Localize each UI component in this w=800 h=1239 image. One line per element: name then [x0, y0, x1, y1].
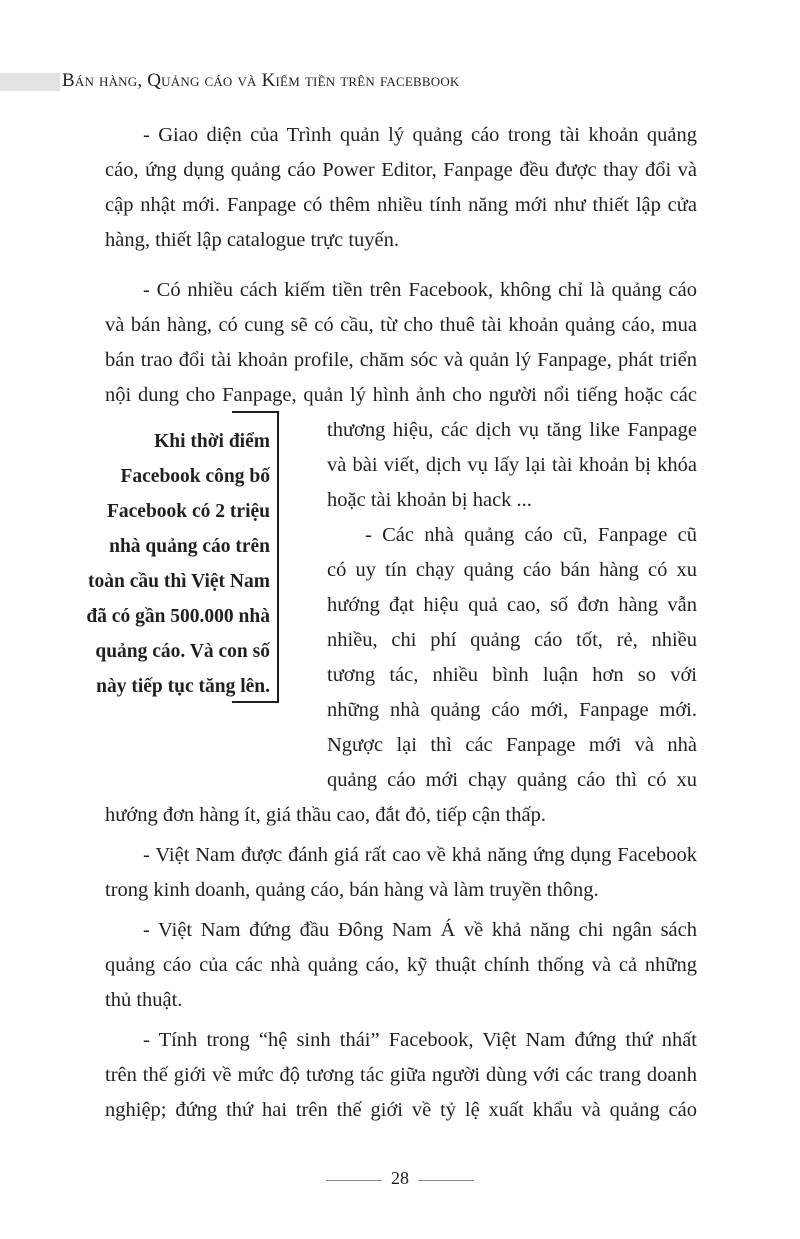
text-line: cập nhật mới. Fanpage có thêm nhiều tính năng mới như thiết lập cửa: [105, 194, 697, 216]
text-line: tương tác, nhiều bình luận hơn so với: [327, 664, 697, 686]
text-line: quảng cáo của các nhà quảng cáo, kỹ thuật chính thống và cả những: [105, 954, 697, 976]
pull-quote-line: đã có gần 500.000 nhà: [86, 606, 270, 627]
text-line: - Giao diện của Trình quản lý quảng cáo trong tài khoản quảng: [143, 124, 697, 146]
text-line: trong kinh doanh, quảng cáo, bán hàng và làm truyền thông.: [105, 879, 599, 901]
text-line: - Việt Nam được đánh giá rất cao về khả năng ứng dụng Facebook: [143, 844, 697, 866]
text-line: và bán hàng, có cung sẽ có cầu, từ cho thuê tài khoản quảng cáo, mua: [105, 314, 697, 336]
page-number: 28: [391, 1168, 409, 1188]
text-line: Ngược lại thì các Fanpage mới và nhà: [327, 734, 697, 756]
text-line: hàng, thiết lập catalogue trực tuyến.: [105, 229, 400, 251]
text-line: - Các nhà quảng cáo cũ, Fanpage cũ: [365, 524, 697, 546]
text-line: quảng cáo mới chạy quảng cáo thì có xu: [327, 769, 697, 791]
text-line: và bài viết, dịch vụ lấy lại tài khoản bị khóa: [327, 454, 697, 476]
text-line: nhiều, chi phí quảng cáo tốt, rẻ, nhiều: [327, 629, 697, 651]
text-line: - Có nhiều cách kiếm tiền trên Facebook, không chỉ là quảng cáo: [143, 279, 697, 301]
pull-quote-bracket-side: [277, 411, 279, 703]
pull-quote-line: Facebook có 2 triệu: [106, 501, 270, 522]
running-title: Bán hàng, Quảng cáo và Kiếm tiền trên facebbook: [62, 70, 460, 91]
pull-quote-line: Khi thời điểm: [154, 431, 270, 452]
text-line: - Việt Nam đứng đầu Đông Nam Á về khả năng chi ngân sách: [143, 919, 697, 941]
header-bar: [0, 73, 60, 91]
text-line: hoặc tài khoản bị hack ...: [327, 489, 532, 511]
pull-quote-line: nhà quảng cáo trên: [109, 536, 270, 557]
text-line: nội dung cho Fanpage, quản lý hình ảnh cho người nổi tiếng hoặc các: [105, 384, 697, 406]
text-line: nghiệp; đứng thứ hai trên thế giới về tỷ lệ xuất khẩu và quảng cáo: [105, 1099, 697, 1121]
text-line: những nhà quảng cáo mới, Fanpage mới.: [327, 699, 697, 721]
footer-rule-right: [418, 1180, 474, 1181]
text-line: hướng đơn hàng ít, giá thầu cao, đắt đỏ, tiếp cận thấp.: [105, 804, 546, 826]
text-line: hướng đạt hiệu quả cao, số đơn hàng vẫn: [327, 594, 697, 616]
text-line: thủ thuật.: [105, 989, 183, 1011]
text-line: trên thế giới về mức độ tương tác giữa người dùng với các trang doanh: [105, 1064, 697, 1086]
pull-quote-line: quảng cáo. Và con số: [95, 641, 270, 662]
text-line: có uy tín chạy quảng cáo bán hàng có xu: [327, 559, 697, 581]
text-line: - Tính trong “hệ sinh thái” Facebook, Việt Nam đứng thứ nhất: [143, 1029, 697, 1051]
text-line: cáo, ứng dụng quảng cáo Power Editor, Fanpage đều được thay đổi và: [105, 159, 697, 181]
pull-quote-line: này tiếp tục tăng lên.: [96, 676, 270, 697]
pull-quote-bracket-bottom: [232, 701, 279, 703]
pull-quote-bracket-top: [232, 411, 279, 413]
footer-rule-left: [326, 1180, 382, 1181]
text-line: bán trao đổi tài khoản profile, chăm sóc và quản lý Fanpage, phát triển: [105, 349, 697, 371]
pull-quote-line: toàn cầu thì Việt Nam: [88, 571, 270, 592]
pull-quote-line: Facebook công bố: [120, 466, 270, 487]
text-line: thương hiệu, các dịch vụ tăng like Fanpage: [327, 419, 697, 441]
